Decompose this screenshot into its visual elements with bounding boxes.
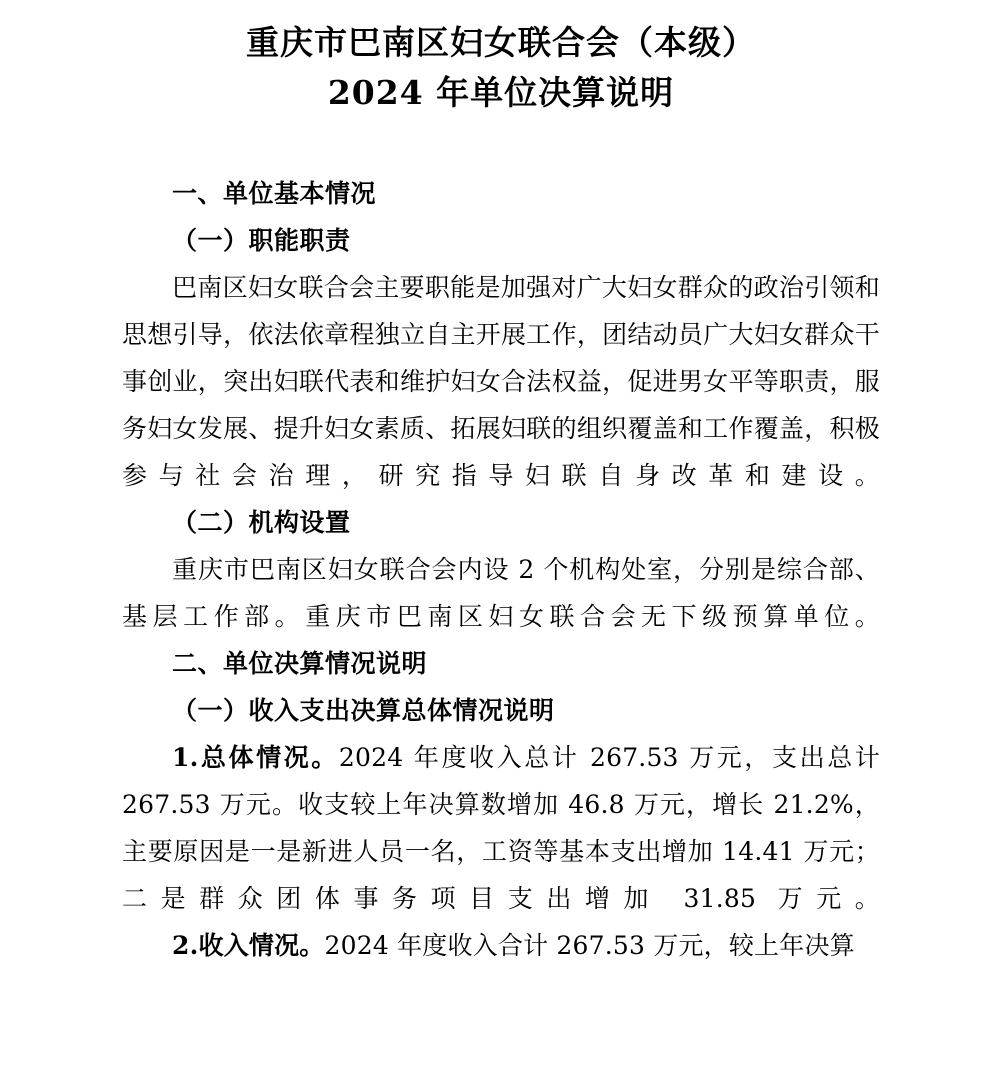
- section-heading-1: 一、单位基本情况: [172, 179, 377, 208]
- section-2-paragraph-1-text: 2024 年度收入总计 267.53 万元，支出总计 267.53 万元。收支较上年决算数增加 46.8 万元，增长 21.2%，主要原因是一是新进人员一名，工资等基本支出增加 14.41 万元；二是群众团体事务项目支出增加 31.85 万元。: [122, 743, 881, 913]
- title-line-2: 2024 年单位决算说明: [327, 73, 675, 112]
- section-2-paragraph-2-lead: 2.收入情况。: [172, 931, 325, 960]
- section-1-paragraph-1: 巴南区妇女联合会主要职能是加强对广大妇女群众的政治引领和思想引导，依法依章程独立自主开展工作，团结动员广大妇女群众干事创业，突出妇联代表和维护妇女合法权益，促进男女平等职责，服务妇女发展、提升妇女素质、拓展妇联的组织覆盖和工作覆盖，积极参与社会治理，研究指导妇联自身改革和建设。: [122, 273, 880, 490]
- section-1-subheading-2: （二）机构设置: [172, 508, 351, 537]
- section-2-paragraph-2: [122, 922, 880, 969]
- title-line-1: 重庆市巴南区妇女联合会（本级）: [246, 23, 756, 62]
- section-2-paragraph-1-lead: 1.总体情况。: [172, 743, 339, 772]
- section-2-paragraph-2-text: 2024 年度收入合计 267.53 万元，较上年决算: [324, 931, 855, 960]
- section-2-paragraph-1: [122, 734, 880, 922]
- section-1-paragraph-2: 重庆市巴南区妇女联合会内设 2 个机构处室，分别是综合部、基层工作部。重庆市巴南区妇女联合会无下级预算单位。: [122, 555, 880, 631]
- section-heading-2: 二、单位决算情况说明: [172, 649, 428, 678]
- title-spacer: [122, 118, 880, 170]
- page-title: [122, 18, 880, 118]
- section-1-subheading-1: （一）职能职责: [172, 226, 351, 255]
- section-2-subheading-1: （一）收入支出决算总体情况说明: [172, 696, 555, 725]
